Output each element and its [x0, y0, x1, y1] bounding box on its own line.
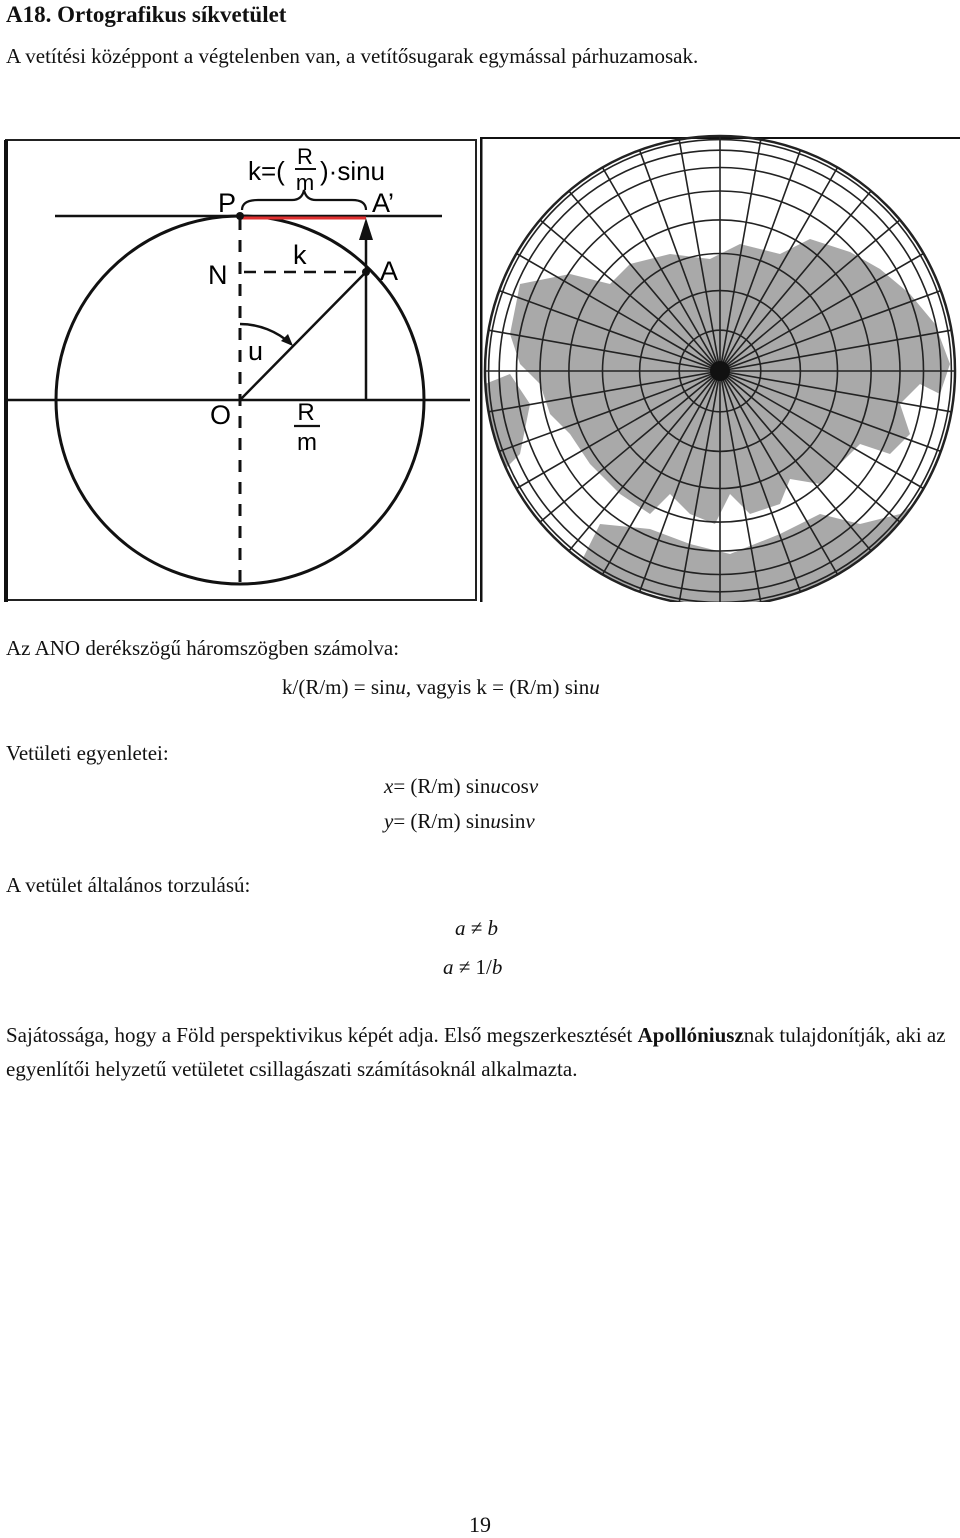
orthographic-world-map [480, 134, 960, 602]
equation-y: y= (R/m) sinusinv [384, 809, 535, 833]
orthographic-construction-diagram [0, 134, 478, 602]
pole-point [710, 361, 730, 381]
point-P [236, 212, 244, 220]
brace-formula-R: R [297, 144, 313, 169]
angle-arrowhead [281, 334, 293, 346]
description-paragraph: Sajátossága, hogy a Föld perspektivikus képét adja. Első megszerkesztését Apollóniusznak tulajdonítják, aki az egyenlítői helyzetű vetületet csillagászati számításoknál alkalmazta. [6, 1023, 946, 1081]
label-m: m [297, 429, 317, 456]
label-P: P [218, 188, 237, 218]
label-A-prime: A’ [372, 188, 395, 218]
page-number: 19 [469, 1512, 491, 1537]
brace-formula-suffix: )·sinu [320, 156, 386, 186]
equation-x: x= (R/m) sinucosv [384, 774, 539, 798]
distortion-label: A vetület általános torzulású: [6, 873, 251, 897]
label-R: R [297, 399, 315, 426]
label-k: k [293, 240, 307, 270]
intro-text: A vetítési középpont a végtelenben van, a vetítősugarak egymással párhuzamosak. [6, 44, 699, 68]
label-N: N [208, 260, 228, 290]
distortion-a-neq-b: a ≠ b [455, 916, 499, 940]
brace-formula-m: m [295, 170, 315, 195]
projection-arrowhead [359, 218, 373, 240]
distortion-a-neq-1-over-b: a ≠ 1/b [443, 955, 503, 979]
page-title: A18. Ortografikus síkvetület [6, 2, 287, 27]
brace-formula-prefix: k=( [248, 156, 285, 186]
label-A: A [380, 256, 399, 286]
equations-label: Vetületi egyenletei: [6, 741, 169, 765]
calc-intro: Az ANO derékszögű háromszögben számolva: [6, 636, 400, 660]
point-A [362, 268, 370, 276]
label-u: u [248, 336, 264, 366]
k-formula: k/(R/m) = sinu, vagyis k = (R/m) sinu [282, 675, 600, 699]
label-O: O [210, 400, 232, 430]
